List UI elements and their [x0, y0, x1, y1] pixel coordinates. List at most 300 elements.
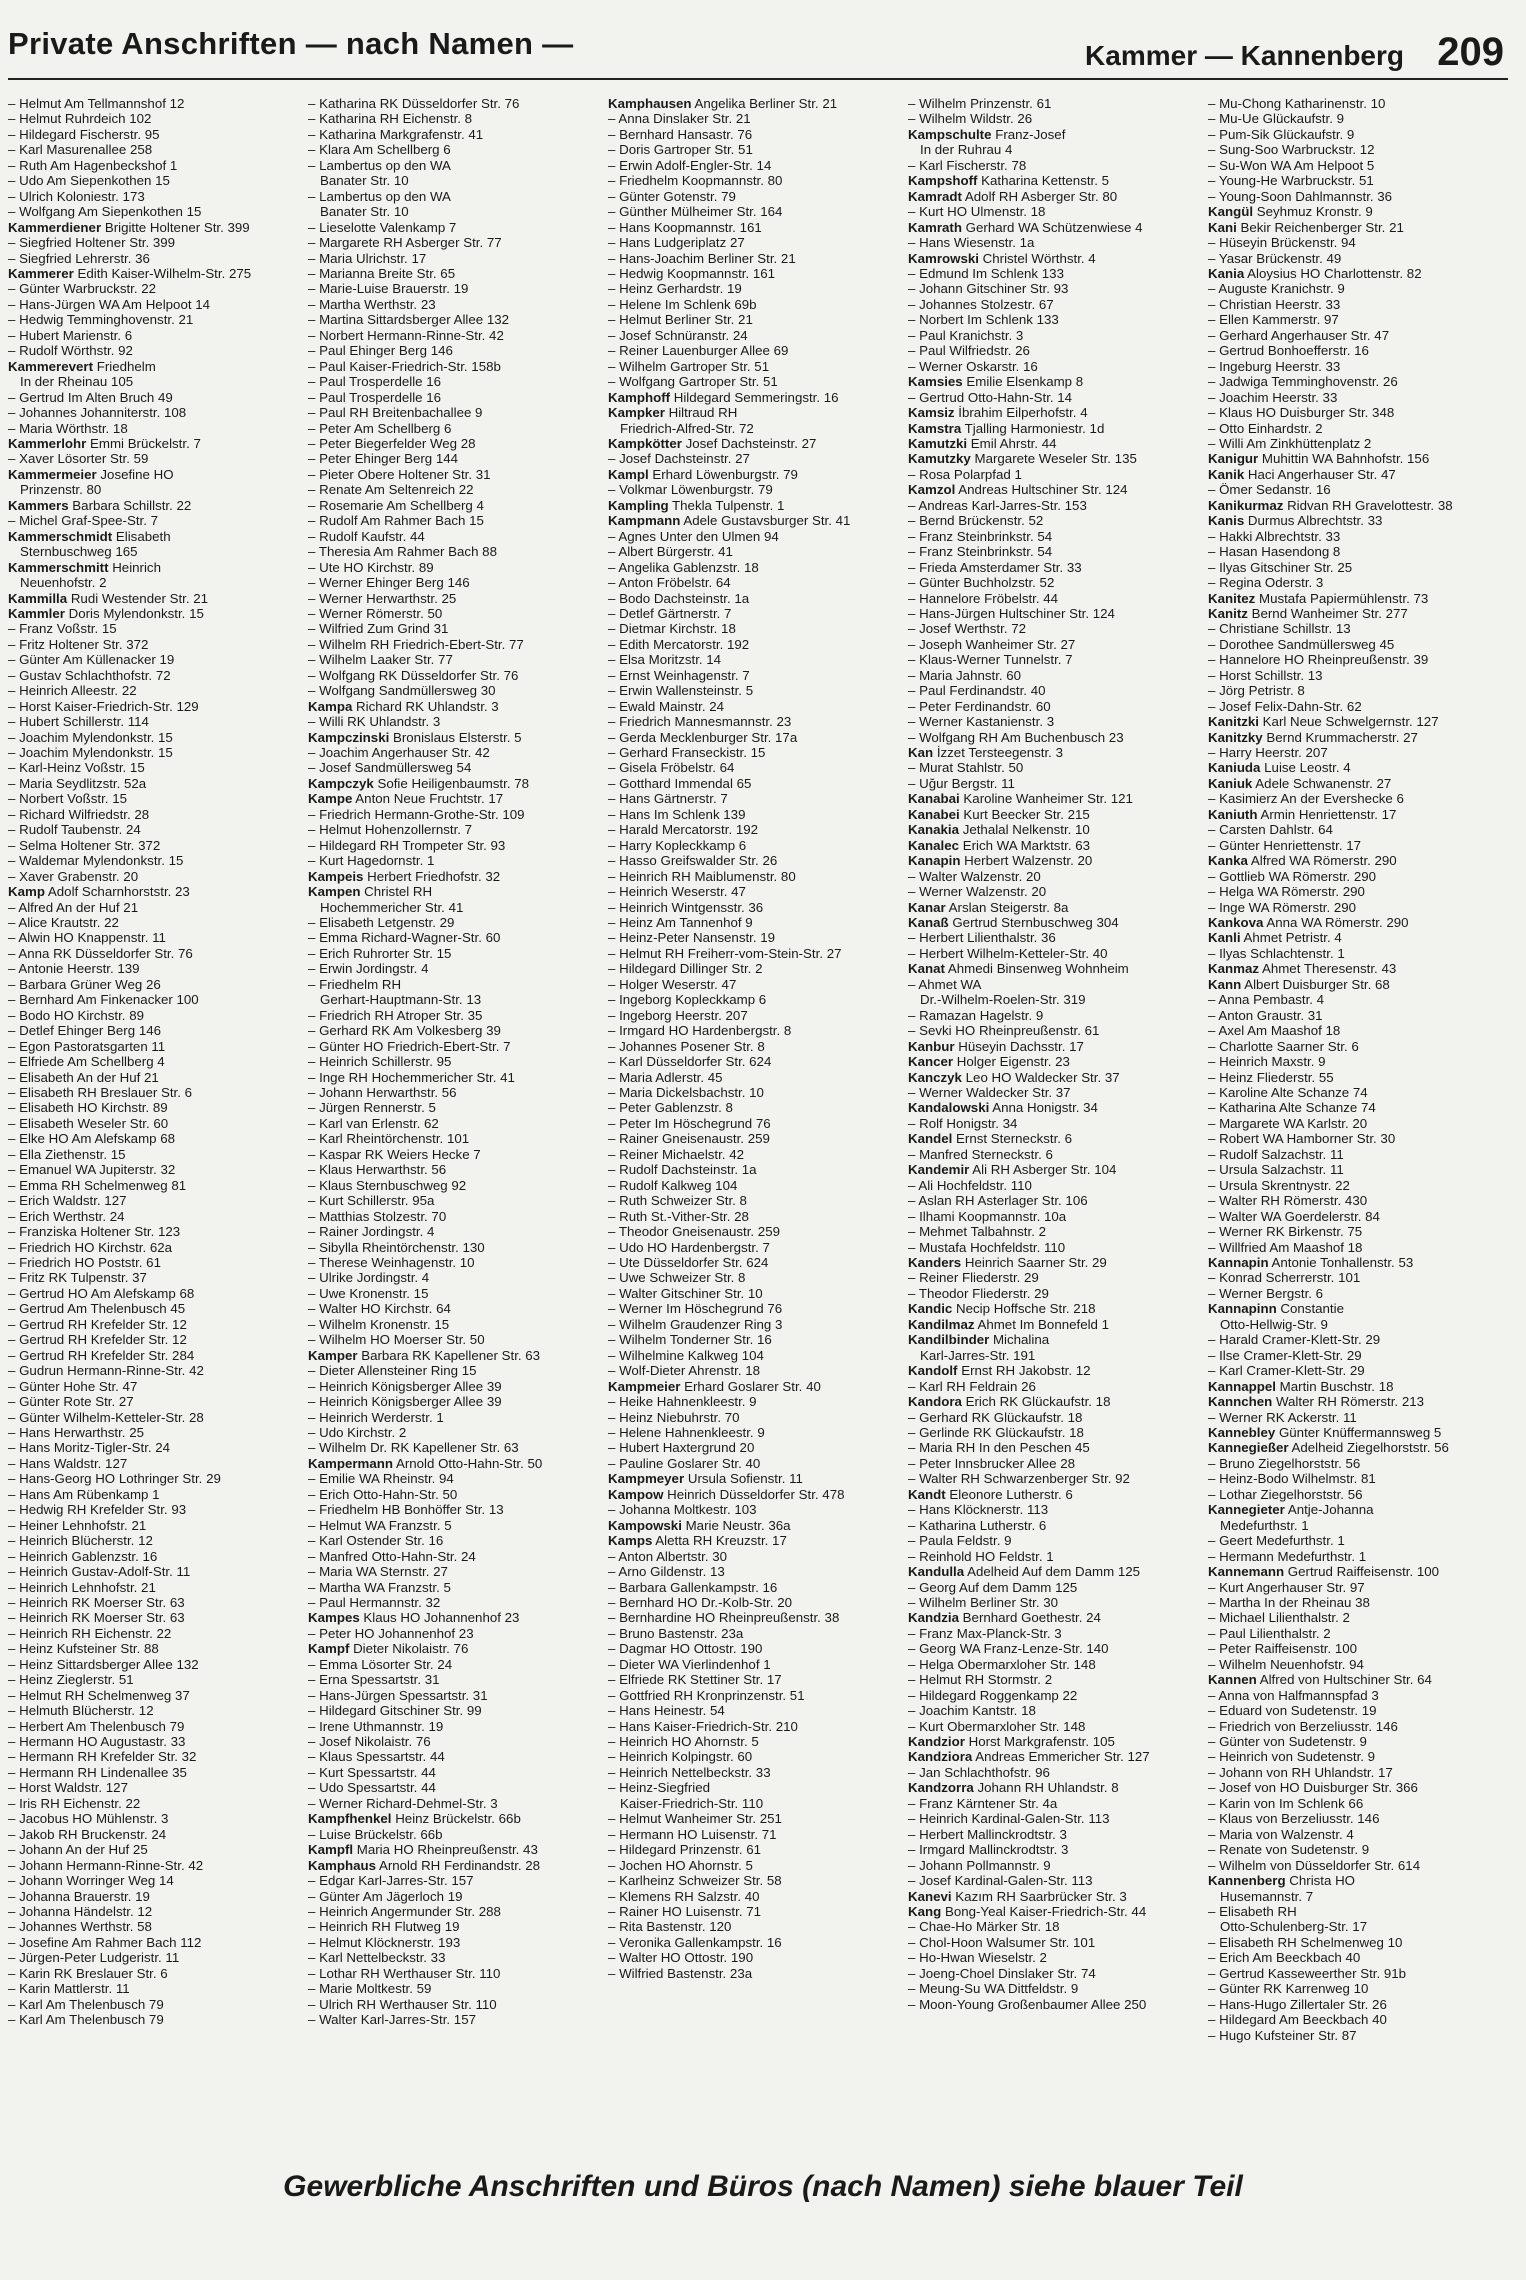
directory-entry: – Luise Brückelstr. 66b [308, 1826, 443, 1842]
directory-entry: – Peter Im Höschegrund 76 [608, 1115, 771, 1131]
directory-entry: Kani Bekir Reichenberger Str. 21 [1208, 219, 1404, 235]
directory-entry: – Ömer Sedanstr. 16 [1208, 482, 1331, 498]
directory-entry: – Ursula Skrentnystr. 22 [1208, 1177, 1350, 1193]
directory-entry: Sternbuschweg 165 [20, 544, 138, 560]
directory-entry: – Hannelore HO Rheinpreußenstr. 39 [1208, 652, 1429, 668]
directory-entry: – Karl Masurenallee 258 [8, 142, 153, 158]
directory-entry: – Helmut Wanheimer Str. 251 [608, 1811, 782, 1827]
directory-entry: – Wilhelm Dr. RK Kapellener Str. 63 [308, 1440, 519, 1456]
directory-entry: – Jörg Petristr. 8 [1208, 683, 1305, 699]
directory-entry: – Chae-Ho Märker Str. 18 [908, 1919, 1060, 1935]
directory-entry: Kaniuk Adele Schwanenstr. 27 [1208, 775, 1392, 791]
directory-entry: – Günter von Sudetenstr. 9 [1208, 1734, 1367, 1750]
directory-entry: – Rosa Polarpfad 1 [908, 466, 1022, 482]
directory-entry: – Reinhold HO Feldstr. 1 [908, 1548, 1054, 1564]
directory-entry: Kampeis Herbert Friedhofstr. 32 [308, 868, 501, 884]
directory-entry: – Konrad Scherrerstr. 101 [1208, 1270, 1361, 1286]
directory-entry: – Hans Im Schlenk 139 [608, 806, 746, 822]
directory-entry: Kampmann Adele Gustavsburger Str. 41 [608, 513, 851, 529]
directory-entry: – Günter RK Karrenweg 10 [1208, 1981, 1369, 1997]
directory-entry: – Gertrud RH Krefelder Str. 12 [8, 1316, 187, 1332]
directory-entry: – Elisabeth HO Kirchstr. 89 [8, 1100, 168, 1116]
directory-entry: Kampkötter Josef Dachsteinstr. 27 [608, 435, 817, 451]
directory-entry: – Walter WA Goerdelerstr. 84 [1208, 1208, 1380, 1224]
directory-entry: – Willi RK Uhlandstr. 3 [308, 714, 441, 730]
directory-entry: – Hans Waldstr. 127 [8, 1455, 128, 1471]
directory-entry: – Johannes Werthstr. 58 [8, 1919, 152, 1935]
directory-entry: – Heinrich RH Eichenstr. 22 [8, 1625, 172, 1641]
directory-entry: – Rainer HO Luisenstr. 71 [608, 1904, 761, 1920]
directory-entry: – Paul Hermannstr. 32 [308, 1594, 441, 1610]
directory-entry: – Murat Stahlstr. 50 [908, 760, 1024, 776]
directory-entry: – Sevki HO Rheinpreußenstr. 61 [908, 1023, 1100, 1039]
directory-entry: – Volkmar Löwenburgstr. 79 [608, 482, 773, 498]
directory-entry: – Fritz Holtener Str. 372 [8, 636, 149, 652]
directory-entry: – Heinrich Blücherstr. 12 [8, 1533, 153, 1549]
directory-entry: – Robert WA Hamborner Str. 30 [1208, 1131, 1396, 1147]
directory-entry: – Gertrud Bonhoefferstr. 16 [1208, 343, 1369, 359]
directory-entry: Kaniuda Luise Leostr. 4 [1208, 760, 1351, 776]
directory-entry: Kammerevert Friedhelm [8, 358, 156, 374]
directory-entry: – Kurt HO Ulmenstr. 18 [908, 204, 1046, 220]
directory-entry: – Paul Trosperdelle 16 [308, 389, 442, 405]
directory-entry: Kamps Aletta RH Kreuzstr. 17 [608, 1533, 787, 1549]
directory-entry: – Marie-Luise Brauerstr. 19 [308, 281, 469, 297]
directory-entry: Friedrich-Alfred-Str. 72 [620, 420, 754, 436]
directory-entry: Kampmeier Erhard Goslarer Str. 40 [608, 1378, 821, 1394]
footer-note: Gewerbliche Anschriften und Büros (nach Namen) siehe blauer Teil [283, 2170, 1243, 2203]
directory-entry: – Norbert Hermann-Rinne-Str. 42 [308, 327, 504, 343]
directory-entry: – Werner Bergstr. 6 [1208, 1285, 1324, 1301]
directory-entry: – Karl Am Thelenbusch 79 [8, 2012, 164, 2028]
directory-entry: – Paul Wilfriedstr. 26 [908, 343, 1030, 359]
directory-entry: – Friedrich HO Kirchstr. 62a [8, 1239, 173, 1255]
directory-entry: – Rolf Honigstr. 34 [908, 1115, 1018, 1131]
directory-entry: – Moon-Young Großenbaumer Allee 250 [908, 1996, 1147, 2012]
directory-entry: – Katharina RH Eichenstr. 8 [308, 111, 473, 127]
directory-entry: – Rita Bastenstr. 120 [608, 1919, 732, 1935]
directory-entry: – Ute Düsseldorfer Str. 624 [608, 1254, 769, 1270]
directory-entry: – Walter Walzenstr. 20 [908, 868, 1041, 884]
directory-entry: – Johanna Brauerstr. 19 [8, 1888, 150, 1904]
directory-entry: – Johann Herwarthstr. 56 [308, 1085, 457, 1100]
directory-entry: Neuenhofstr. 2 [20, 575, 107, 591]
directory-entry: – Paul RH Breitenbachallee 9 [308, 405, 483, 421]
directory-entry: – Gerhard Angerhauser Str. 47 [1208, 327, 1390, 343]
directory-entry: – Dietmar Kirchstr. 18 [608, 621, 736, 637]
directory-entry: – Kurt Hagedornstr. 1 [308, 853, 435, 869]
directory-entry: Kankova Anna WA Römerstr. 290 [1208, 915, 1409, 931]
directory-entry: – Gertrud RH Krefelder Str. 284 [8, 1347, 195, 1363]
directory-entry: – Wilhelm Wildstr. 26 [908, 111, 1033, 127]
directory-entry: – Johanna Moltkestr. 103 [608, 1502, 757, 1518]
directory-entry: – Walter RH Römerstr. 430 [1208, 1193, 1368, 1209]
directory-entry: – Peter Ferdinandstr. 60 [908, 698, 1051, 714]
directory-entry: – Heinrich Lehnhofstr. 21 [8, 1579, 156, 1595]
directory-entry: – Martha WA Franzstr. 5 [308, 1579, 451, 1595]
directory-entry: – Gertrud Kasseweerther Str. 91b [1208, 1965, 1407, 1981]
directory-entry: – Sibylla Rheintörchenstr. 130 [308, 1239, 485, 1255]
directory-entry: – Karl Am Thelenbusch 79 [8, 1996, 164, 2012]
directory-entry: – Bodo Dachsteinstr. 1a [608, 590, 750, 606]
directory-entry: – Helmut Am Tellmannshof 12 [8, 96, 185, 111]
directory-entry: – Hans Kaiser-Friedrich-Str. 210 [608, 1718, 798, 1734]
directory-entry: – Jakob RH Bruckenstr. 24 [8, 1826, 167, 1842]
directory-entry: – Werner Herwarthstr. 25 [308, 590, 457, 606]
directory-entry: – Heinz-Siegfried [608, 1780, 710, 1796]
directory-entry: – Hans Gärtnerstr. 7 [608, 791, 728, 807]
directory-entry: – Irene Uthmannstr. 19 [308, 1718, 444, 1734]
directory-entry: – Wolfgang Am Siepenkothen 15 [8, 204, 202, 220]
directory-entry: – Johanna Händelstr. 12 [8, 1904, 153, 1920]
directory-entry: Kanders Heinrich Saarner Str. 29 [908, 1254, 1107, 1270]
directory-entry: – Hildegard Am Beeckbach 40 [1208, 2012, 1387, 2028]
directory-entry: – Rosemarie Am Schellberg 4 [308, 497, 484, 513]
directory-entry: – Johann Gitschiner Str. 93 [908, 281, 1069, 297]
column-5 [1208, 96, 1508, 2146]
directory-entry: – Ruth Schweizer Str. 8 [608, 1193, 747, 1209]
directory-entry: – Georg Auf dem Damm 125 [908, 1579, 1078, 1595]
directory-entry: Kammerschmidt Elisabeth [8, 528, 171, 544]
directory-entry: – Dorothee Sandmüllersweg 45 [1208, 636, 1395, 652]
directory-entry: – Werner Ehinger Berg 146 [308, 575, 470, 591]
directory-entry: – Otto Einhardstr. 2 [1208, 420, 1323, 436]
directory-entry: – Friedhelm HB Bonhöffer Str. 13 [308, 1502, 504, 1518]
directory-entry: Kammler Doris Mylendonkstr. 15 [8, 605, 204, 621]
directory-entry: – Gertrud RH Krefelder Str. 12 [8, 1332, 187, 1348]
directory-entry: – Josef Dachsteinstr. 27 [608, 451, 750, 467]
directory-entry: – Herbert Wilhelm-Ketteler-Str. 40 [908, 945, 1108, 961]
directory-entry: – Wilfried Bastenstr. 23a [608, 1965, 753, 1981]
directory-entry: In der Rheinau 105 [20, 374, 134, 390]
directory-entry: – Horst Schillstr. 13 [1208, 667, 1323, 683]
directory-entry: – Marie Moltkestr. 59 [308, 1981, 432, 1997]
directory-entry: – Lothar Ziegelhorststr. 56 [1208, 1486, 1363, 1502]
directory-entry: – Martina Sittardsberger Allee 132 [308, 312, 510, 328]
directory-entry: – Anna RK Düsseldorfer Str. 76 [8, 945, 193, 961]
section-title: Private Anschriften — nach Namen — [8, 26, 574, 61]
directory-entry: – Fritz RK Tulpenstr. 37 [8, 1270, 147, 1286]
directory-entry: – Joachim Angerhauser Str. 42 [308, 745, 490, 761]
directory-entry: – Hans Wiesenstr. 1a [908, 235, 1035, 251]
directory-entry: Kandalowski Anna Honigstr. 34 [908, 1100, 1098, 1116]
directory-entry: Kandulla Adelheid Auf dem Damm 125 [908, 1564, 1141, 1580]
directory-entry: – Young-Soon Dahlmannstr. 36 [1208, 188, 1393, 204]
directory-entry: – Karoline Alte Schanze 74 [1208, 1085, 1368, 1100]
directory-entry: – Günter Am Jägerloch 19 [308, 1888, 463, 1904]
directory-entry: Kanikurmaz Ridvan RH Gravelottestr. 38 [1208, 497, 1453, 513]
directory-entry: – Helmut Hohenzollernstr. 7 [308, 822, 473, 838]
directory-entry: – Anna von Halfmannspfad 3 [1208, 1687, 1379, 1703]
directory-entry: – Hakki Albrechtstr. 33 [1208, 528, 1341, 544]
directory-entry: – Wilhelm Prinzenstr. 61 [908, 96, 1052, 111]
directory-entry: – Heinrich Wintgensstr. 36 [608, 899, 764, 915]
directory-entry: Kamutzky Margarete Weseler Str. 135 [908, 451, 1137, 467]
directory-entry: – Hans-Jürgen Spessartstr. 31 [308, 1687, 488, 1703]
directory-entry: – Heinz Kufsteiner Str. 88 [8, 1641, 159, 1657]
directory-entry: – Hans Koopmannstr. 161 [608, 219, 762, 235]
directory-entry: – Gudrun Hermann-Rinne-Str. 42 [8, 1363, 204, 1379]
directory-entry: – Wilhelm Laaker Str. 77 [308, 652, 453, 668]
directory-entry: Kandziora Andreas Emmericher Str. 127 [908, 1749, 1150, 1765]
directory-entry: – Peter HO Johannenhof 23 [308, 1625, 474, 1641]
directory-entry: – Heinrich Kolpingstr. 60 [608, 1749, 753, 1765]
directory-entry: – Hans Moritz-Tigler-Str. 24 [8, 1440, 171, 1456]
directory-entry: Kampczinski Bronislaus Elsterstr. 5 [308, 729, 522, 745]
directory-entry: – Renate von Sudetenstr. 9 [1208, 1842, 1370, 1858]
directory-entry: – Hans-Jürgen WA Am Helpoot 14 [8, 296, 211, 312]
directory-entry: – Frieda Amsterdamer Str. 33 [908, 559, 1082, 575]
directory-entry: Kaniuth Armin Henriettenstr. 17 [1208, 806, 1397, 822]
directory-entry: Kannen Alfred von Hultschiner Str. 64 [1208, 1672, 1432, 1688]
directory-entry: – Gottlieb WA Römerstr. 290 [1208, 868, 1377, 884]
directory-entry: – Paul Kaiser-Friedrich-Str. 158b [308, 358, 501, 374]
directory-entry: Kandzorra Johann RH Uhlandstr. 8 [908, 1780, 1119, 1796]
directory-entry: – Heinz Fliederstr. 55 [1208, 1069, 1334, 1085]
directory-entry: – Wilhelm Graudenzer Ring 3 [608, 1316, 783, 1332]
directory-entry: – Pauline Goslarer Str. 40 [608, 1455, 761, 1471]
directory-entry: Kammerdiener Brigitte Holtener Str. 399 [8, 219, 250, 235]
directory-entry: – Georg WA Franz-Lenze-Str. 140 [908, 1641, 1109, 1657]
directory-entry: – Hildegard Fischerstr. 95 [8, 126, 160, 142]
directory-entry: – Helmut WA Franzstr. 5 [308, 1517, 452, 1533]
directory-entry: – Helmut RH Freiherr-vom-Stein-Str. 27 [608, 945, 842, 961]
directory-entry: – Theodor Fliederstr. 29 [908, 1285, 1049, 1301]
directory-entry: – Klaus Herwarthstr. 56 [308, 1162, 447, 1178]
directory-entry: – Reiner Lauenburger Allee 69 [608, 343, 789, 359]
directory-entry: – Peter Am Schellberg 6 [308, 420, 452, 436]
directory-entry: Kampl Erhard Löwenburgstr. 79 [608, 466, 798, 482]
directory-entry: Karl-Jarres-Str. 191 [920, 1347, 1036, 1363]
directory-entry: Kanigur Muhittin WA Bahnhofstr. 156 [1208, 451, 1430, 467]
directory-entry: – Ingeburg Heerstr. 33 [1208, 358, 1341, 374]
directory-entry: – Karl-Heinz Voßstr. 15 [8, 760, 145, 776]
directory-entry: – Udo Am Siepenkothen 15 [8, 173, 170, 189]
directory-entry: – Anton Fröbelstr. 64 [608, 575, 731, 591]
directory-entry: – Dieter Allensteiner Ring 15 [308, 1363, 477, 1379]
directory-entry: Kandolf Ernst RH Jakobstr. 12 [908, 1363, 1091, 1379]
directory-entry: – Richard Wilfriedstr. 28 [8, 806, 150, 822]
directory-entry: – Waldemar Mylendonkstr. 15 [8, 853, 184, 869]
directory-entry: – Sung-Soo Warbruckstr. 12 [1208, 142, 1375, 158]
directory-entry: – Franz Max-Planck-Str. 3 [908, 1625, 1062, 1641]
directory-entry: – Hans Ludgeriplatz 27 [608, 235, 745, 251]
directory-entry: – Günter HO Friedrich-Ebert-Str. 7 [308, 1038, 511, 1054]
directory-entry: Kanis Durmus Albrechtstr. 33 [1208, 513, 1383, 529]
directory-entry: – Klaus von Berzeliusstr. 146 [1208, 1811, 1380, 1827]
directory-entry: – Heinz Sittardsberger Allee 132 [8, 1656, 199, 1672]
directory-entry: – Heike Hahnenkleestr. 9 [608, 1394, 757, 1410]
directory-entry: – Maria Dickelsbachstr. 10 [608, 1085, 764, 1100]
directory-entry: – Maria WA Sternstr. 27 [308, 1564, 448, 1580]
directory-entry: – Dagmar HO Ottostr. 190 [608, 1641, 763, 1657]
directory-entry: – Wilhelm Gartroper Str. 51 [608, 358, 770, 374]
directory-entry: – Hans-Joachim Berliner Str. 21 [608, 250, 796, 266]
directory-entry: – Chol-Hoon Walsumer Str. 101 [908, 1934, 1096, 1950]
directory-entry: Kanitez Mustafa Papiermühlenstr. 73 [1208, 590, 1429, 606]
directory-entry: – Mu-Chong Katharinenstr. 10 [1208, 96, 1386, 111]
directory-entry: – Karin RK Breslauer Str. 6 [8, 1965, 168, 1981]
directory-entry: – Erich Am Beeckbach 40 [1208, 1950, 1361, 1966]
directory-entry: – Hubert Schillerstr. 114 [8, 714, 149, 730]
directory-entry: – Helmut RH Stormstr. 2 [908, 1672, 1053, 1688]
directory-entry: – Barbara Grüner Weg 26 [8, 976, 161, 992]
directory-entry: – Günter Henriettenstr. 17 [1208, 837, 1361, 853]
directory-entry: – Theodor Gneisenaustr. 259 [608, 1224, 780, 1240]
directory-entry: – Ho-Hwan Wieselstr. 2 [908, 1950, 1047, 1966]
directory-entry: – Werner Oskarstr. 16 [908, 358, 1038, 374]
directory-entry: – Kurt Spessartstr. 44 [308, 1764, 436, 1780]
directory-entry: – Ursula Salzachstr. 11 [1208, 1162, 1344, 1178]
directory-entry: – Klaus-Werner Tunnelstr. 7 [908, 652, 1073, 668]
directory-entry: – Manfred Otto-Hahn-Str. 24 [308, 1548, 476, 1564]
directory-entry: – Udo Kirchstr. 2 [308, 1424, 407, 1440]
directory-entry: – Harry Heerstr. 207 [1208, 745, 1328, 761]
directory-entry: Kamstra Tjalling Harmoniestr. 1d [908, 420, 1105, 436]
running-head-range: Kammer — Kannenberg [1085, 40, 1404, 71]
directory-entry: – Anna Pembastr. 4 [1208, 992, 1325, 1008]
directory-entry: – Martha In der Rheinau 38 [1208, 1594, 1370, 1610]
directory-entry: – Heinz Gerhardstr. 19 [608, 281, 742, 297]
directory-entry: Kammilla Rudi Westender Str. 21 [8, 590, 209, 606]
directory-entry: – Werner Im Höschegrund 76 [608, 1301, 783, 1317]
directory-entry: – Franz Steinbrinkstr. 54 [908, 528, 1053, 544]
directory-entry: Kamsiz İbrahim Eilperhofstr. 4 [908, 405, 1088, 421]
directory-entry: – Katharina Lutherstr. 6 [908, 1517, 1047, 1533]
directory-entry: Kamzol Andreas Hultschiner Str. 124 [908, 482, 1128, 498]
directory-entry: – Franz Kärntener Str. 4a [908, 1795, 1058, 1811]
directory-entry: Kampschulte Franz-Josef [908, 126, 1066, 142]
directory-entry: – Werner RK Ackerstr. 11 [1208, 1409, 1357, 1425]
directory-entry: – Josef Schnüranstr. 24 [608, 327, 748, 343]
directory-entry: – Uwe Kronenstr. 15 [308, 1285, 429, 1301]
directory-entry: – Heinrich RH Flutweg 19 [308, 1919, 460, 1935]
directory-entry: Kampow Heinrich Düsseldorfer Str. 478 [608, 1486, 845, 1502]
directory-entry: – Wilhelm HO Moerser Str. 50 [308, 1332, 485, 1348]
column-1 [8, 96, 308, 2146]
directory-entry: – Elisabeth RH Schelmenweg 10 [1208, 1934, 1403, 1950]
directory-entry: Gerhart-Hauptmann-Str. 13 [320, 992, 482, 1008]
directory-entry: – Johann An der Huf 25 [8, 1842, 148, 1858]
directory-entry: – Gerhard RK Am Volkesberg 39 [308, 1023, 501, 1039]
directory-entry: – Wilhelm Tonderner Str. 16 [608, 1332, 772, 1348]
directory-entry: – Hedwig Koopmannstr. 161 [608, 265, 776, 281]
page-number: 209 [1437, 30, 1504, 74]
directory-entry: – Josef Kardinal-Galen-Str. 113 [908, 1873, 1093, 1889]
directory-entry: – Karl Rheintörchenstr. 101 [308, 1131, 470, 1147]
directory-entry: Kammers Barbara Schillstr. 22 [8, 497, 192, 513]
directory-entry: – Hildegard Prinzenstr. 61 [608, 1842, 761, 1858]
directory-entry: – Hans-Georg HO Lothringer Str. 29 [8, 1471, 221, 1487]
directory-entry: Kampf Dieter Nikolaistr. 76 [308, 1641, 469, 1657]
directory-entry: Kandzia Bernhard Goethestr. 24 [908, 1610, 1101, 1626]
directory-entry: – Heinrich Weserstr. 47 [608, 884, 746, 900]
directory-entry: – Franz Voßstr. 15 [8, 621, 117, 637]
directory-entry: – Albert Bürgerstr. 41 [608, 544, 733, 560]
directory-entry: – Eduard von Sudetenstr. 19 [1208, 1703, 1377, 1719]
directory-entry: – Helene Hahnenkleestr. 9 [608, 1424, 765, 1440]
directory-entry: Kanabai Karoline Wanheimer Str. 121 [908, 791, 1133, 807]
directory-entry: – Ingeborg Heerstr. 207 [608, 1007, 748, 1023]
directory-entry: – Bruno Ziegelhorststr. 56 [1208, 1455, 1361, 1471]
directory-entry: – Herbert Am Thelenbusch 79 [8, 1718, 185, 1734]
directory-entry: Kandel Ernst Sterneckstr. 6 [908, 1131, 1073, 1147]
directory-entry: – Heinz Niebuhrstr. 70 [608, 1409, 740, 1425]
directory-entry: – Lambertus op den WA [308, 157, 451, 173]
directory-entry: Kanitzki Karl Neue Schwelgernstr. 127 [1208, 714, 1439, 730]
directory-entry: – Horst Kaiser-Friedrich-Str. 129 [8, 698, 199, 714]
directory-entry: – Hans-Jürgen Hultschiner Str. 124 [908, 605, 1115, 621]
directory-entry: Kanabei Kurt Beecker Str. 215 [908, 806, 1090, 822]
directory-entry: – Franz Steinbrinkstr. 54 [908, 544, 1053, 560]
directory-entry: Kamsies Emilie Elsenkamp 8 [908, 374, 1084, 390]
directory-entry: – Harry Kopleckkamp 6 [608, 837, 747, 853]
directory-entry: – Helene Im Schlenk 69b [608, 296, 757, 312]
directory-entry: – Hildegard Dillinger Str. 2 [608, 961, 763, 977]
directory-entry: – Lieselotte Valenkamp 7 [308, 219, 457, 235]
directory-entry: – Friedhelm RH [308, 976, 402, 992]
directory-entry: – Katharina RK Düsseldorfer Str. 76 [308, 96, 520, 111]
directory-entry: – Therese Weinhagenstr. 10 [308, 1254, 475, 1270]
directory-entry: – Gisela Fröbelstr. 64 [608, 760, 735, 776]
directory-entry: – Werner Richard-Dehmel-Str. 3 [308, 1795, 498, 1811]
directory-entry: – Edgar Karl-Jarres-Str. 157 [308, 1873, 474, 1889]
directory-entry: – Irmgard Mallinckrodtstr. 3 [908, 1842, 1069, 1858]
directory-entry: – Erna Spessartstr. 31 [308, 1672, 440, 1688]
directory-entry: – Emma Richard-Wagner-Str. 60 [308, 930, 501, 946]
directory-entry: Kannchen Walter RH Römerstr. 213 [1208, 1394, 1425, 1410]
directory-entry: – Wilhelm Berliner Str. 30 [908, 1594, 1059, 1610]
directory-entry: – Maria Seydlitzstr. 52a [8, 775, 147, 791]
directory-entry: – Walter HO Kirchstr. 64 [308, 1301, 451, 1317]
directory-entry: – Ulrike Jordingstr. 4 [308, 1270, 430, 1286]
directory-entry: – Karl Fischerstr. 78 [908, 157, 1027, 173]
directory-entry: – Erwin Adolf-Engler-Str. 14 [608, 157, 772, 173]
directory-entry: – Erich Ruhrorter Str. 15 [308, 945, 452, 961]
directory-entry: Banater Str. 10 [320, 204, 409, 220]
directory-entry: – Ute HO Kirchstr. 89 [308, 559, 434, 575]
directory-entry: – Hermann HO Augustastr. 33 [8, 1734, 186, 1750]
directory-entry: Kampen Christel RH [308, 884, 433, 900]
directory-entry: – Ulrich Koloniestr. 173 [8, 188, 145, 204]
directory-entry: – Siegfried Lehrerstr. 36 [8, 250, 150, 266]
directory-entry: Kaiser-Friedrich-Str. 110 [620, 1795, 764, 1811]
directory-entry: Kanevi Kazım RH Saarbrücker Str. 3 [908, 1888, 1127, 1904]
directory-entry: – Paul Ehinger Berg 146 [308, 343, 453, 359]
directory-entry: – Heinrich Werderstr. 1 [308, 1409, 444, 1425]
directory-entry: – Helga Obermarxloher Str. 148 [908, 1656, 1096, 1672]
directory-entry: – Iris RH Eichenstr. 22 [8, 1795, 141, 1811]
directory-entry: – Paul Kranichstr. 3 [908, 327, 1024, 343]
directory-entry: – Pieter Obere Holtener Str. 31 [308, 466, 491, 482]
directory-entry: Kanaß Gertrud Sternbuschweg 304 [908, 915, 1119, 931]
directory-entry: Kangül Seyhmuz Kronstr. 9 [1208, 204, 1373, 220]
directory-entry: – Joachim Heerstr. 33 [1208, 389, 1338, 405]
directory-entry: – Werner Römerstr. 50 [308, 605, 443, 621]
directory-entry: Kanat Ahmedi Binsenweg Wohnheim [908, 961, 1129, 977]
directory-entry: – Gertrud Otto-Hahn-Str. 14 [908, 389, 1073, 405]
directory-entry: – Ellen Kammerstr. 97 [1208, 312, 1339, 328]
directory-entry: Kanmaz Ahmet Theresenstr. 43 [1208, 961, 1397, 977]
directory-entry: – Erich Werthstr. 24 [8, 1208, 125, 1224]
directory-entry: – Helmut RH Schelmenweg 37 [8, 1687, 190, 1703]
directory-entry: – Manfred Sterneckstr. 6 [908, 1146, 1053, 1162]
directory-entry: – Karlheinz Schweizer Str. 58 [608, 1873, 782, 1889]
directory-entry: – Heinz-Peter Nansenstr. 19 [608, 930, 776, 946]
directory-entry: – Ruth Am Hagenbeckshof 1 [8, 157, 178, 173]
directory-entry: – Carsten Dahlstr. 64 [1208, 822, 1333, 838]
directory-entry: – Karl RH Feldrain 26 [908, 1378, 1036, 1394]
